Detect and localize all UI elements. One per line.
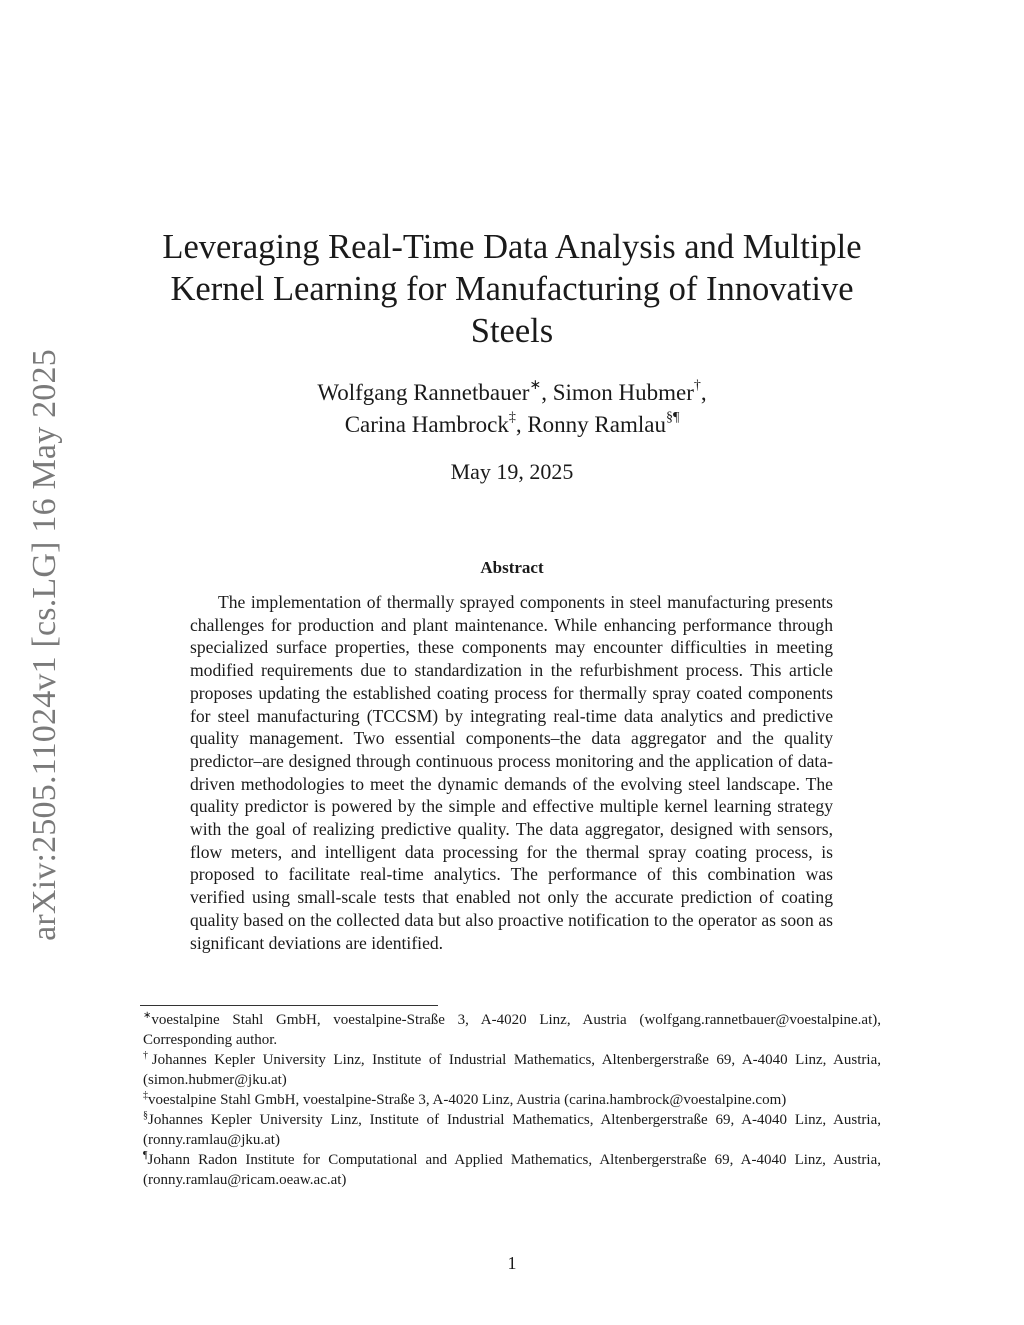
author-separator: , <box>541 380 553 405</box>
author-affiliation-mark: ‡ <box>508 410 516 426</box>
footnote-mark: ∗ <box>143 1010 152 1021</box>
footnote-text: Johannes Kepler University Linz, Institute of Industrial Mathematics, Altenbergerstraße 69, A-4040 Linz, Austria, (simon.hubmer@jku.at) <box>143 1052 882 1088</box>
footnote-text: Johannes Kepler University Linz, Institute of Industrial Mathematics, Altenbergerstraße 69, A-4040 Linz, Austria, (ronny.ramlau@jku.at) <box>143 1112 881 1148</box>
author-name: Simon Hubmer <box>552 380 694 405</box>
author-affiliation-mark: §¶ <box>665 410 680 426</box>
publication-date: May 19, 2025 <box>450 459 574 484</box>
footnote-2 <box>143 1050 881 1090</box>
author-separator: , <box>700 380 707 405</box>
title-line: Kernel Learning for Manufacturing of Innovative <box>170 270 854 308</box>
footnote-mark: ‡ <box>143 1090 148 1101</box>
footnotes <box>143 1010 881 1190</box>
author-affiliation-mark: † <box>693 378 701 394</box>
abstract-body: The implementation of thermally sprayed components in steel manufacturing presents challenges for production and plant maintenance. While enhancing performance through specialized surface properties, these components may encounter difficulties in meeting modified requirements due to standardization in the refurbishment process. This article proposes updating the established coating process for thermally spray coated components for steel manufacturing (TCCSM) by integrating real-time data analytics and predictive quality management. Two essential components–the data aggregator and the quality predictor–are designed through continuous process monitoring and the application of data-driven methodologies to meet the dynamic demands of the evolving steel landscape. The quality predictor is powered by the simple and effective multiple kernel learning strategy with the goal of realizing predictive quality. The data aggregator, designed with sensors, flow meters, and intelligent data processing for the thermal spray coating process, is proposed to facilitate real-time analytics. The performance of this combination was verified using small-scale tests that enabled not only the accurate prediction of coating quality based on the collected data but also proactive notification to the operator as soon as significant deviations are identified. <box>190 592 833 953</box>
author-name: Ronny Ramlau <box>527 412 666 437</box>
arxiv-identifier-text: arXiv:2505.11024v1 [cs.LG] 16 May 2025 <box>26 349 63 941</box>
footnote-3 <box>143 1090 881 1110</box>
author-affiliation-mark: ∗ <box>529 378 542 394</box>
footnote-divider <box>140 1005 438 1006</box>
footnote-mark: § <box>143 1110 148 1121</box>
footnote-mark: † <box>143 1050 152 1061</box>
footnote-5 <box>143 1150 881 1190</box>
author-list <box>140 377 884 441</box>
title-line: Steels <box>470 312 554 350</box>
footnote-text: voestalpine Stahl GmbH, voestalpine-Straße 3, A-4020 Linz, Austria (wolfgang.rannetbauer@voestalpine.at), Corresponding author. <box>143 1012 881 1048</box>
author-line-2 <box>140 409 884 441</box>
title-line: Leveraging Real-Time Data Analysis and Multiple <box>162 228 862 266</box>
author-separator: , <box>515 412 528 437</box>
arxiv-identifier-stamp <box>20 345 70 945</box>
author-name: Carina Hambrock <box>344 412 509 437</box>
footnote-4 <box>143 1110 881 1150</box>
author-name: Wolfgang Rannetbauer <box>317 380 530 405</box>
paper-title <box>140 226 884 352</box>
footnote-text: Johann Radon Institute for Computational and Applied Mathematics, Altenbergerstraße 69, A-4040 Linz, Austria, (ronny.ramlau@ricam.oeaw.ac.at) <box>143 1152 881 1188</box>
footnote-1 <box>143 1010 881 1050</box>
footnote-mark: ¶ <box>143 1150 148 1161</box>
footnote-text: voestalpine Stahl GmbH, voestalpine-Straße 3, A-4020 Linz, Austria (carina.hambrock@voestalpine.com) <box>148 1092 787 1108</box>
abstract-heading: Abstract <box>480 558 544 577</box>
author-line-1 <box>140 377 884 409</box>
page-number: 1 <box>507 1253 517 1273</box>
